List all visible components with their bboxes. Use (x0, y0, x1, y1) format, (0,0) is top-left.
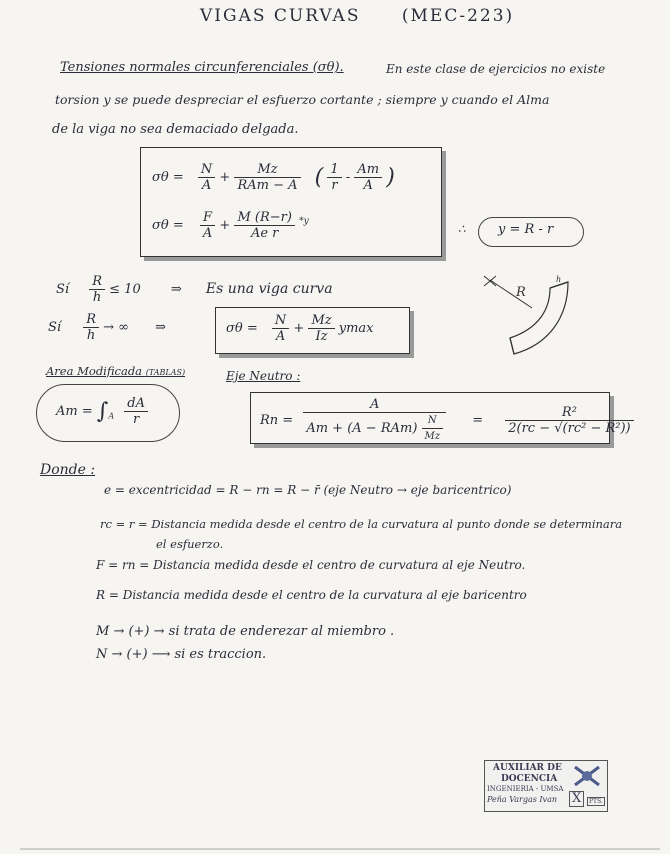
numerator: N (422, 413, 444, 429)
area-title-note: (TABLAS) (145, 368, 186, 377)
fraction-r-h (83, 312, 99, 343)
formula-2-lhs: σθ = (152, 218, 184, 233)
area-title (46, 364, 185, 378)
intro-heading: Tensiones normales circunferenciales (σθ). (60, 60, 344, 75)
denominator: h (86, 328, 96, 343)
stamp-line1: AUXILIAR DE (493, 763, 562, 773)
condition-1-text: Es una viga curva (205, 281, 333, 297)
denominator: r (331, 178, 338, 193)
area-formula (56, 396, 148, 427)
auxiliar-stamp (484, 760, 608, 812)
numerator: Am (354, 162, 382, 178)
numerator: 1 (327, 162, 341, 178)
denominator (303, 413, 446, 444)
numerator: N (272, 313, 289, 329)
title-text: VIGAS CURVAS (200, 6, 361, 26)
si-label: Sí (48, 320, 62, 335)
formula-3 (226, 313, 374, 344)
university-seal-icon (573, 765, 601, 787)
plus-sign: + (219, 218, 231, 233)
neutral-axis-title: Eje Neutro : (226, 369, 301, 383)
implies-arrow: ⇒ (155, 320, 167, 335)
denominator: 2(rc − √(rc² − R²)) (508, 421, 631, 436)
denominator: A (275, 329, 286, 344)
bottom-edge (20, 848, 660, 850)
numerator: F (200, 210, 215, 226)
numerator: N (198, 162, 215, 178)
fraction-da-r (124, 396, 148, 427)
label-h: h (556, 275, 562, 284)
denominator: RAm − A (237, 178, 298, 193)
therefore-symbol: ∴ (458, 222, 466, 236)
fraction-r2 (505, 405, 633, 436)
fraction-mz-iz (308, 313, 334, 344)
denominator: Iz (315, 329, 328, 344)
def-r: R = Distancia medida desde el centro de la curvatura al eje baricentro (96, 588, 527, 602)
def-rc: rc = r = Distancia medida desde el centro de la curvatura al punto donde se determinara (100, 517, 623, 531)
si-label: Sí (56, 282, 70, 297)
denominator: A (202, 226, 213, 241)
def-n: N → (+) ⟶ si es traccion. (96, 647, 267, 662)
equals-sign: = (472, 413, 484, 428)
relation: ≤ 10 (109, 282, 141, 297)
course-code: (MEC-223) (401, 6, 515, 26)
condition-1 (56, 274, 333, 305)
plus-sign: + (293, 321, 305, 336)
numerator: Mz (234, 162, 300, 178)
label-r: R (516, 285, 526, 300)
curved-beam-sketch (470, 268, 590, 358)
ymax-label: ymax (338, 321, 374, 336)
fraction-m-r (234, 210, 294, 241)
note-text: y = R - r (498, 222, 554, 237)
intro-line1: En este clase de ejercicios no existe (386, 62, 606, 76)
fraction-f-a (200, 210, 215, 241)
def-rc-cont: el esfuerzo. (156, 537, 224, 551)
implies-arrow: ⇒ (170, 282, 182, 297)
fraction-am-a (354, 162, 382, 193)
intro-line2: torsion y se puede despreciar el esfuerzo cortante ; siempre y cuando el Alma (55, 92, 550, 107)
condition-2 (48, 312, 166, 343)
footnote-mark: *y (299, 216, 309, 227)
minus-sign: - (345, 170, 351, 185)
area-lhs: Am = (56, 404, 93, 419)
formula-2 (152, 210, 309, 241)
numerator: R (89, 274, 105, 290)
stamp-pts: PTS. (589, 798, 603, 805)
fraction-n-a (198, 162, 215, 193)
integral-subscript: A (108, 411, 115, 421)
fraction-n-a (272, 313, 289, 344)
paren-close: ) (386, 165, 395, 190)
denominator: Ae r (250, 226, 279, 241)
fraction-n-mz (422, 413, 444, 444)
intro-line3: de la viga no sea demaciado delgada. (52, 122, 299, 137)
numerator: R (83, 312, 99, 328)
numerator: Mz (308, 313, 334, 329)
denominator: r (133, 412, 140, 427)
stamp-signature: Peña Vargas Ivan (487, 795, 557, 804)
def-m: M → (+) → si trata de enderezar al miembro . (96, 624, 395, 639)
denominator: A (201, 178, 212, 193)
fraction-rn (303, 397, 446, 444)
numerator: M (R−r) (234, 210, 294, 226)
plus-sign: + (219, 170, 231, 185)
rn-lhs: Rn = (260, 413, 294, 428)
donde-label: Donde : (40, 462, 96, 478)
denominator: A (363, 178, 373, 193)
formula-1-lhs: σθ = (152, 170, 184, 185)
stamp-line2: DOCENCIA (501, 774, 558, 784)
formula-1 (152, 162, 395, 193)
fraction-1-r (327, 162, 341, 193)
numerator: dA (124, 396, 148, 412)
relation: → ∞ (103, 320, 130, 335)
integral-sign: ∫ (96, 399, 109, 424)
paren-open: ( (314, 165, 324, 190)
neutral-formula (260, 397, 634, 444)
stamp-mark: X (569, 791, 584, 807)
fraction-mz (234, 162, 300, 193)
stamp-line3: INGENIERIA - UMSA (487, 785, 564, 793)
numerator: R² (505, 405, 633, 421)
page-title (200, 6, 514, 26)
formula-3-lhs: σθ = (226, 321, 258, 336)
numerator: A (303, 397, 446, 413)
def-excentricidad: e = excentricidad = R − rn = R − r̄ (eje Neutro → eje baricentrico) (104, 483, 512, 497)
denominator: h (92, 290, 102, 305)
denominator: Mz (424, 431, 441, 442)
def-rn: F = rn = Distancia medida desde el centro de curvatura al eje Neutro. (96, 558, 526, 572)
area-title-text: Area Modificada (46, 364, 143, 378)
fraction-r-h (89, 274, 105, 305)
denominator-text: Am + (A − RAm) (306, 421, 418, 436)
